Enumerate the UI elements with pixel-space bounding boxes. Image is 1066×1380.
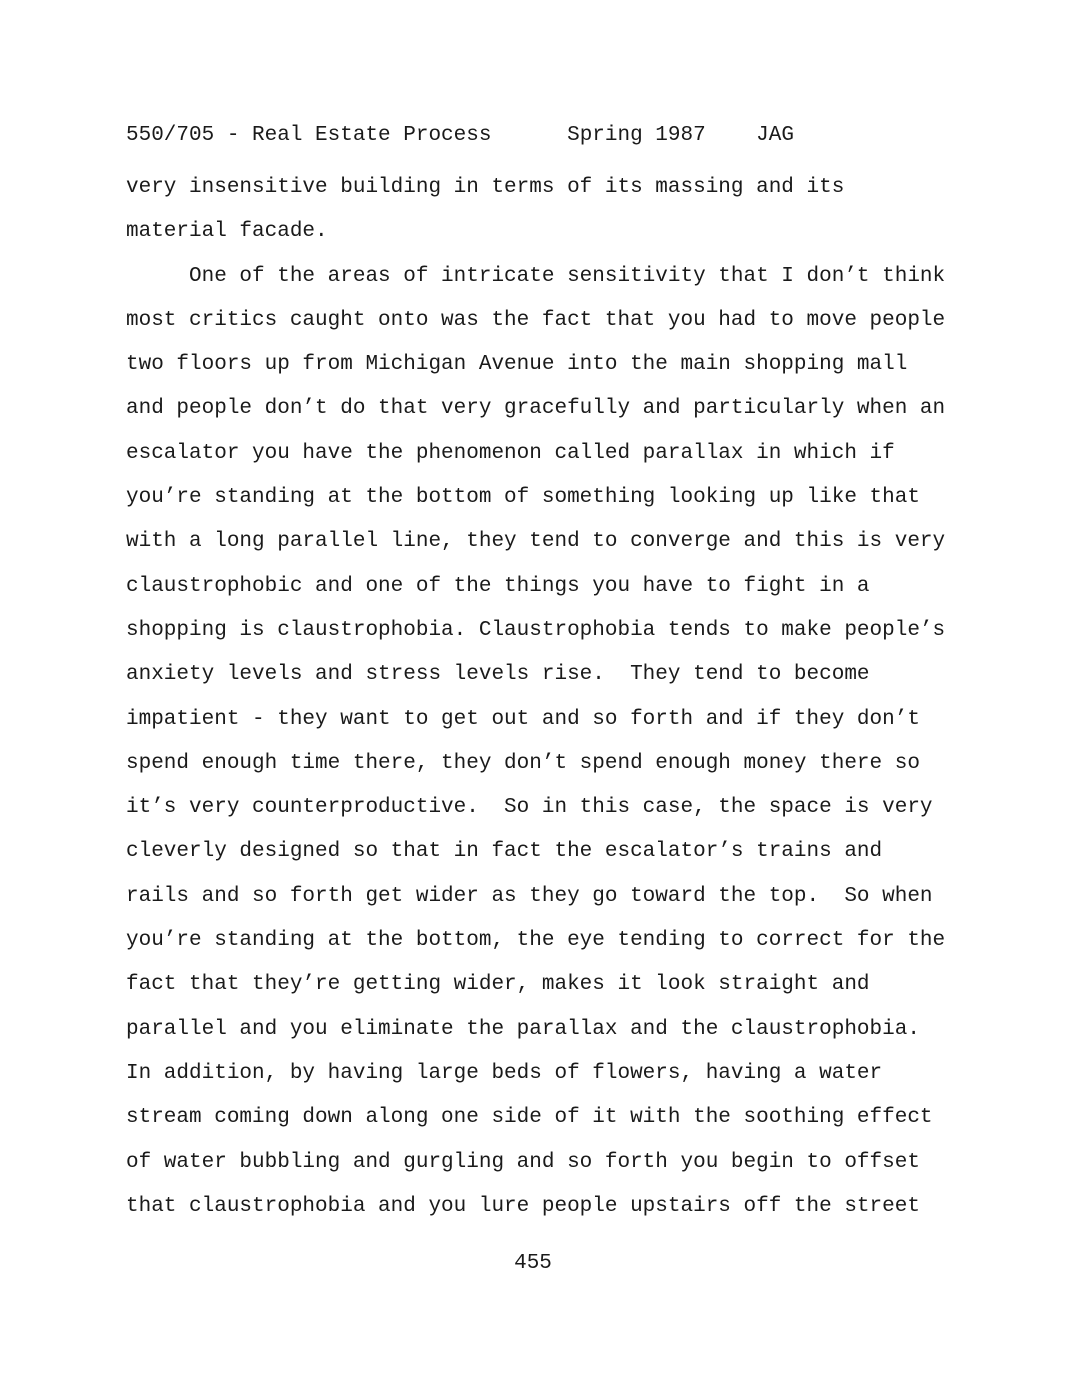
text-line: you’re standing at the bottom of something looking up like that — [126, 486, 920, 510]
text-line: that claustrophobia and you lure people upstairs off the street — [126, 1194, 920, 1218]
text-line: and people don’t do that very gracefully and particularly when an — [126, 397, 946, 421]
text-line: of water bubbling and gurgling and so forth you begin to offset — [126, 1150, 920, 1174]
text-line: shopping is claustrophobia. Claustrophobia tends to make people’s — [126, 618, 946, 642]
header-term: Spring 1987 — [567, 124, 706, 147]
header-course: 550/705 - Real Estate Process — [126, 124, 492, 147]
text-line: spend enough time there, they don’t spend enough money there so — [126, 751, 920, 775]
text-line: parallel and you eliminate the parallax and the claustrophobia. — [126, 1017, 920, 1041]
text-line: it’s very counterproductive. So in this case, the space is very — [126, 796, 933, 820]
page-number: 455 — [514, 1252, 552, 1275]
text-line: impatient - they want to get out and so forth and if they don’t — [126, 707, 920, 731]
text-line: material facade. — [126, 220, 328, 244]
text-line: In addition, by having large beds of flowers, having a water — [126, 1061, 883, 1085]
text-line: claustrophobic and one of the things you have to fight in a — [126, 574, 870, 598]
header-initials: JAG — [756, 124, 794, 147]
text-line: anxiety levels and stress levels rise. They tend to become — [126, 663, 870, 687]
transcript-body — [126, 166, 956, 1229]
text-line: two floors up from Michigan Avenue into the main shopping mall — [126, 353, 908, 377]
text-line: very insensitive building in terms of its massing and its — [126, 176, 845, 199]
text-line: with a long parallel line, they tend to converge and this is very — [126, 530, 946, 554]
text-line: stream coming down along one side of it with the soothing effect — [126, 1106, 933, 1130]
text-line: rails and so forth get wider as they go toward the top. So when — [126, 884, 933, 908]
text-line: One of the areas of intricate sensitivity that I don’t think — [126, 264, 946, 288]
running-header — [126, 122, 794, 150]
text-line: cleverly designed so that in fact the escalator’s trains and — [126, 840, 883, 864]
text-line: most critics caught onto was the fact that you had to move people — [126, 308, 946, 332]
text-line: escalator you have the phenomenon called parallax in which if — [126, 441, 895, 465]
text-line: fact that they’re getting wider, makes it look straight and — [126, 973, 870, 997]
text-line: you’re standing at the bottom, the eye tending to correct for the — [126, 929, 946, 953]
